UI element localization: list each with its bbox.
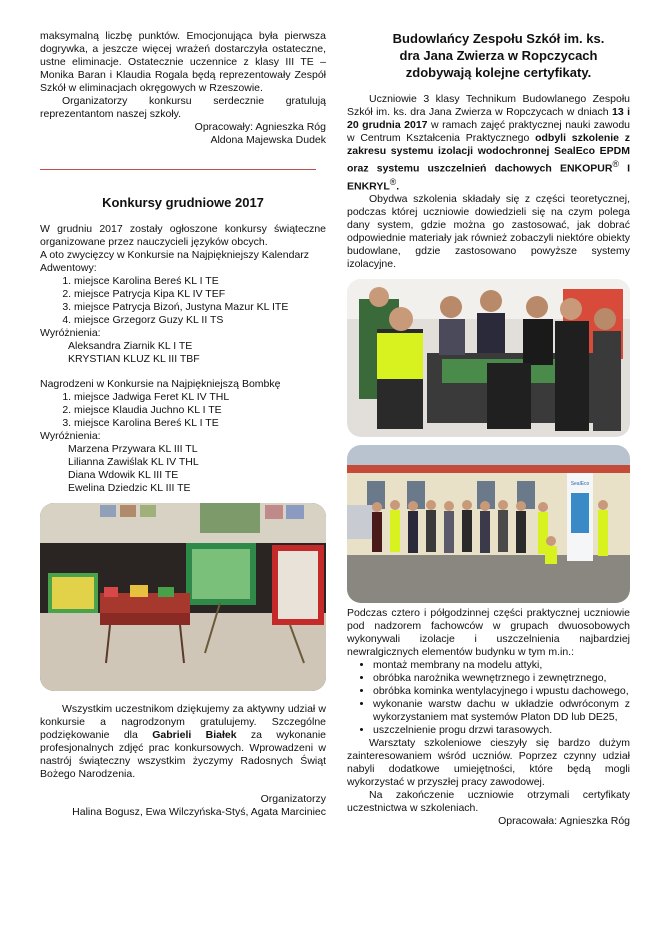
intro-paragraph: maksymalną liczbę punktów. Emocjonująca była pierwsza dogrywka, a jeszcze więcej wrażeń dostarczyła ostateczne, ustne eliminacje. Ostatecznie uczennice z klasy III TE – Monika Baran i Klaudia Rogala będą reprezentowały Zespół Szkół w eliminacjach okręgowych w Rzeszowie. <box>40 30 326 94</box>
list-item: • montaż membrany na modelu attyki, <box>373 659 630 672</box>
list-item: 3. miejsce Patrycja Bizoń, Justyna Mazur KL ITE <box>74 301 326 314</box>
intro-congratulations: Organizatorzy konkursu serdecznie gratulują reprezentantom naszej szkoły. <box>40 95 326 120</box>
list-item: Ewelina Dziedzic KL III TE <box>68 482 191 494</box>
list-item: Lilianna Zawiślak KL IV THL <box>68 456 199 468</box>
calendar-contest-heading: A oto zwycięzcy w Konkursie na Najpiękniejszy Kalendarz Adwentowy: <box>40 249 310 274</box>
right-column <box>347 30 630 828</box>
list-item: • obróbka kominka wentylacyjnego i wpustu dachowego, <box>373 685 630 698</box>
bauble-winners-list <box>40 391 326 430</box>
list-item: • obróbka narożnika wewnętrznego i zewnętrznego, <box>373 672 630 685</box>
list-item: Aleksandra Ziarnik KL I TE <box>68 340 193 352</box>
list-item: 1. miejsce Karolina Bereś KL I TE <box>74 275 326 288</box>
list-item: 1. miejsce Jadwiga Feret KL IV THL <box>74 391 326 404</box>
article-paragraph-4: Warsztaty szkoleniowe cieszyły się bardzo dużym zainteresowaniem wśród uczniów. Poprzez czynny udział nabyli dodatkowe umiejętności, które będą mogli wykorzystać w przyszłej pracy zawodowej. <box>347 737 630 788</box>
intro-signature-1: Opracowały: Agnieszka Róg <box>194 121 326 133</box>
distinctions-label: Wyróżnienia: <box>40 327 101 339</box>
list-item: Marzena Przywara KL III TL <box>68 443 198 455</box>
list-item: KRYSTIAN KLUZ KL III TBF <box>68 353 200 365</box>
article-paragraph-5: Na zakończenie uczniowie otrzymali certyfikaty uczestnictwa w szkoleniach. <box>347 789 630 814</box>
organizers-label: Organizatorzy <box>260 793 326 805</box>
contest-exhibition-photo <box>40 503 326 691</box>
organizers-names: Halina Bogusz, Ewa Wilczyńska-Styś, Agata Marciniec <box>72 806 326 818</box>
tasks-list <box>347 659 630 737</box>
list-item: 2. miejsce Patrycja Kipa KL IV TEF <box>74 288 326 301</box>
training-photo <box>347 279 630 437</box>
intro-signature-2: Aldona Majewska Dudek <box>210 134 326 146</box>
certificates-group-photo <box>347 445 630 603</box>
list-item: • uszczelnienie progu drzwi tarasowych. <box>373 724 630 737</box>
article-paragraph-1: Uczniowie 3 klasy Technikum Budowlanego Zespołu Szkół im. ks. dra Jana Zwierza w Ropczycach w dniach 13 i 20 grudnia 2017 w ramach zajęć praktycznej nauki zawodu w Centrum Kształcenia Praktycznego odbyli szkolenie z zakresu systemu izolacji wodochronnej SealEco EPDM oraz systemu uszczelnień dachowych ENKOPUR® I ENKRYL®. <box>347 93 631 192</box>
section-title: Konkursy grudniowe 2017 <box>102 195 264 210</box>
list-item: 2. miejsce Klaudia Juchno KL I TE <box>74 404 326 417</box>
thanks-paragraph: Wszystkim uczestnikom dziękujemy za aktywny udział w konkursie a nagrodzonym gratulujemy. Szczególne podziękowanie dla Gabrieli Białek za wykonanie profesjonalnych zdjęć prac konkursowych. Wprowadzeni w nastrój świąteczny wszystkim życzymy Radosnych Świąt Bożego Narodzenia. <box>40 703 326 780</box>
list-item: 4. miejsce Grzegorz Guzy KL II TS <box>74 314 326 327</box>
article-paragraph-2: Obydwa szkolenia składały się z części teoretycznej, podczas której uczniowie dowiedzieli się na czym polega dany system, gdzie można go zastosować, jak dobrać odpowiednie materiały jak również zobaczyli niektóre obiekty budowlane, gdzie zastosowano powyższe systemy izolacyjne. <box>347 193 630 270</box>
bauble-contest-heading: Nagrodzeni w Konkursie na Najpiękniejszą Bombkę <box>40 378 281 390</box>
list-item: 3. miejsce Karolina Bereś KL I TE <box>74 417 326 430</box>
list-item: • wykonanie warstw dachu w układzie odwróconym z wykorzystaniem mat systemów Platon DD lub DE25, <box>373 698 630 724</box>
calendar-winners-list <box>40 275 326 327</box>
banner-text: SealEco <box>570 481 590 487</box>
list-item: Diana Wdowik KL III TE <box>68 469 179 481</box>
distinctions-label: Wyróżnienia: <box>40 430 101 442</box>
contest-intro: W grudniu 2017 zostały ogłoszone konkursy świąteczne organizowane przez nauczycieli języków obcych. <box>40 223 326 248</box>
article-title: Budowlańcy Zespołu Szkół im. ks. dra Jana Zwierza w Ropczycach zdobywają kolejne certyfikaty. <box>392 31 605 80</box>
article-paragraph-3: Podczas cztero i półgodzinnej części praktycznej uczniowie pod nadzorem fachowców w grupach dwuosobowych wykonywali izolacje i uszczelnienia najbardziej newralgicznych elementów budynku w tym m.in.: <box>347 607 630 658</box>
left-column <box>40 30 326 819</box>
article-signature: Opracowała: Agnieszka Róg <box>498 815 630 827</box>
